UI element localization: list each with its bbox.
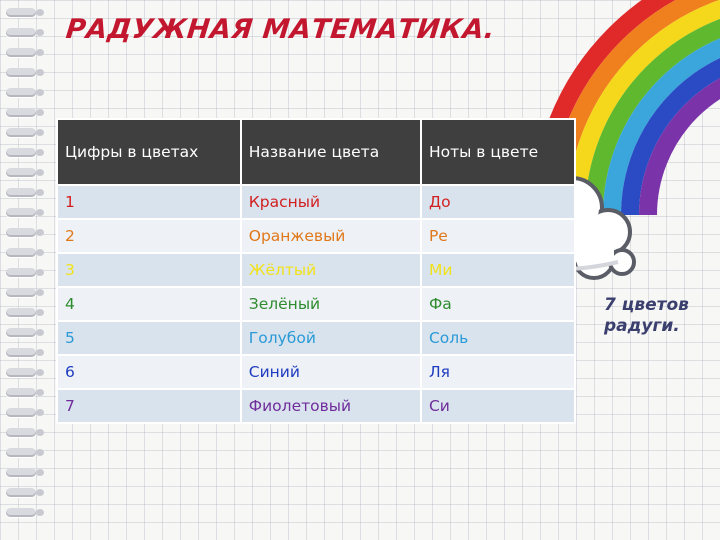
cell-note: Соль (421, 321, 575, 355)
cell-note: Ми (421, 253, 575, 287)
cell-number: 1 (57, 185, 241, 219)
table-row (57, 321, 575, 355)
cell-number: 2 (57, 219, 241, 253)
cell-color-name: Оранжевый (241, 219, 421, 253)
cell-note: Ре (421, 219, 575, 253)
cell-note: До (421, 185, 575, 219)
cell-note: Си (421, 389, 575, 423)
cell-color-name: Фиолетовый (241, 389, 421, 423)
cell-number: 4 (57, 287, 241, 321)
cell-number: 5 (57, 321, 241, 355)
cell-number: 7 (57, 389, 241, 423)
table-row (57, 355, 575, 389)
column-header-note: Ноты в цвете (421, 119, 575, 185)
column-header-number: Цифры в цветах (57, 119, 241, 185)
table-row (57, 219, 575, 253)
rainbow-caption: 7 цветов радуги. (604, 295, 689, 336)
cell-color-name: Жёлтый (241, 253, 421, 287)
table-header-row (57, 119, 575, 185)
page-title: РАДУЖНАЯ МАТЕМАТИКА. (64, 14, 497, 45)
cell-color-name: Голубой (241, 321, 421, 355)
table-row (57, 287, 575, 321)
cell-color-name: Красный (241, 185, 421, 219)
cell-note: Ля (421, 355, 575, 389)
cell-color-name: Зелёный (241, 287, 421, 321)
cell-note: Фа (421, 287, 575, 321)
table-row (57, 253, 575, 287)
cell-color-name: Синий (241, 355, 421, 389)
cell-number: 6 (57, 355, 241, 389)
table-row (57, 185, 575, 219)
cell-number: 3 (57, 253, 241, 287)
colors-table (56, 118, 576, 424)
table-row (57, 389, 575, 423)
column-header-color-name: Название цвета (241, 119, 421, 185)
spiral-binding (0, 0, 48, 540)
